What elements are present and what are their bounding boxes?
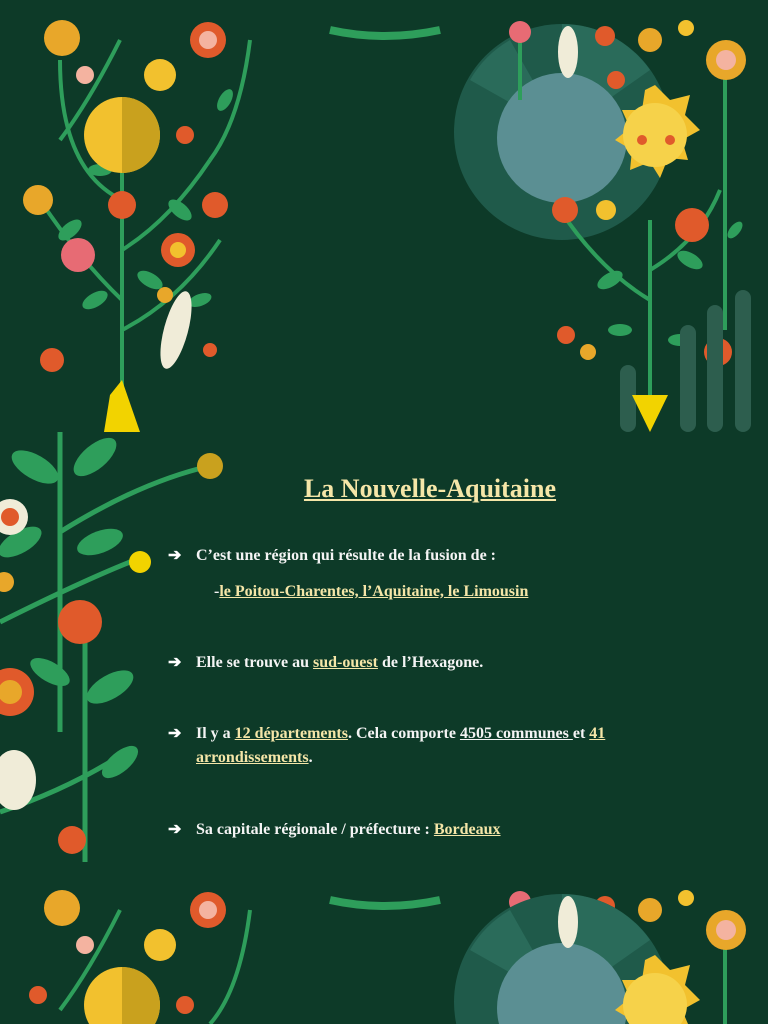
link-departements[interactable]: 12 départements xyxy=(234,725,348,742)
top-illustration xyxy=(0,0,768,432)
content-band xyxy=(0,432,768,870)
page-title: La Nouvelle-Aquitaine xyxy=(303,474,557,503)
arrow-icon: ➔ xyxy=(168,725,182,742)
arrow-icon: ➔ xyxy=(168,821,182,838)
bottom-illustration xyxy=(0,870,768,1024)
link-communes[interactable]: 4505 communes xyxy=(459,725,573,742)
arrow-icon: ➔ xyxy=(168,654,182,671)
link-bordeaux[interactable]: Bordeaux xyxy=(433,821,501,838)
list-item: ➔ Sa capitale régionale / préfecture : Bordeaux xyxy=(168,818,728,842)
folk-tree-illustration xyxy=(0,0,768,432)
dove-icon xyxy=(558,896,578,948)
link-sud-ouest[interactable]: sud-ouest xyxy=(313,654,378,671)
list-item: ➔ Il y a 12 départements. Cela comporte 4505 communes et 41 arrondissements. xyxy=(168,722,728,770)
flower-icon xyxy=(23,20,228,372)
link-arrondissements-count[interactable]: 41 xyxy=(589,725,606,742)
list-item: ➔ C’est une région qui résulte de la fusion de : xyxy=(168,544,728,568)
sub-list-item: -le Poitou-Charentes, l’Aquitaine, le Limousin xyxy=(214,583,529,600)
folk-tree-illustration-repeat xyxy=(0,870,768,1024)
arrow-icon: ➔ xyxy=(168,547,182,564)
link-regions[interactable]: le Poitou-Charentes, l’Aquitaine, le Limousin xyxy=(219,583,529,600)
list-item: ➔ Elle se trouve au sud-ouest de l’Hexagone. xyxy=(168,651,728,675)
link-arrondissements[interactable]: arrondissements xyxy=(196,749,309,766)
dove-icon xyxy=(558,26,578,78)
